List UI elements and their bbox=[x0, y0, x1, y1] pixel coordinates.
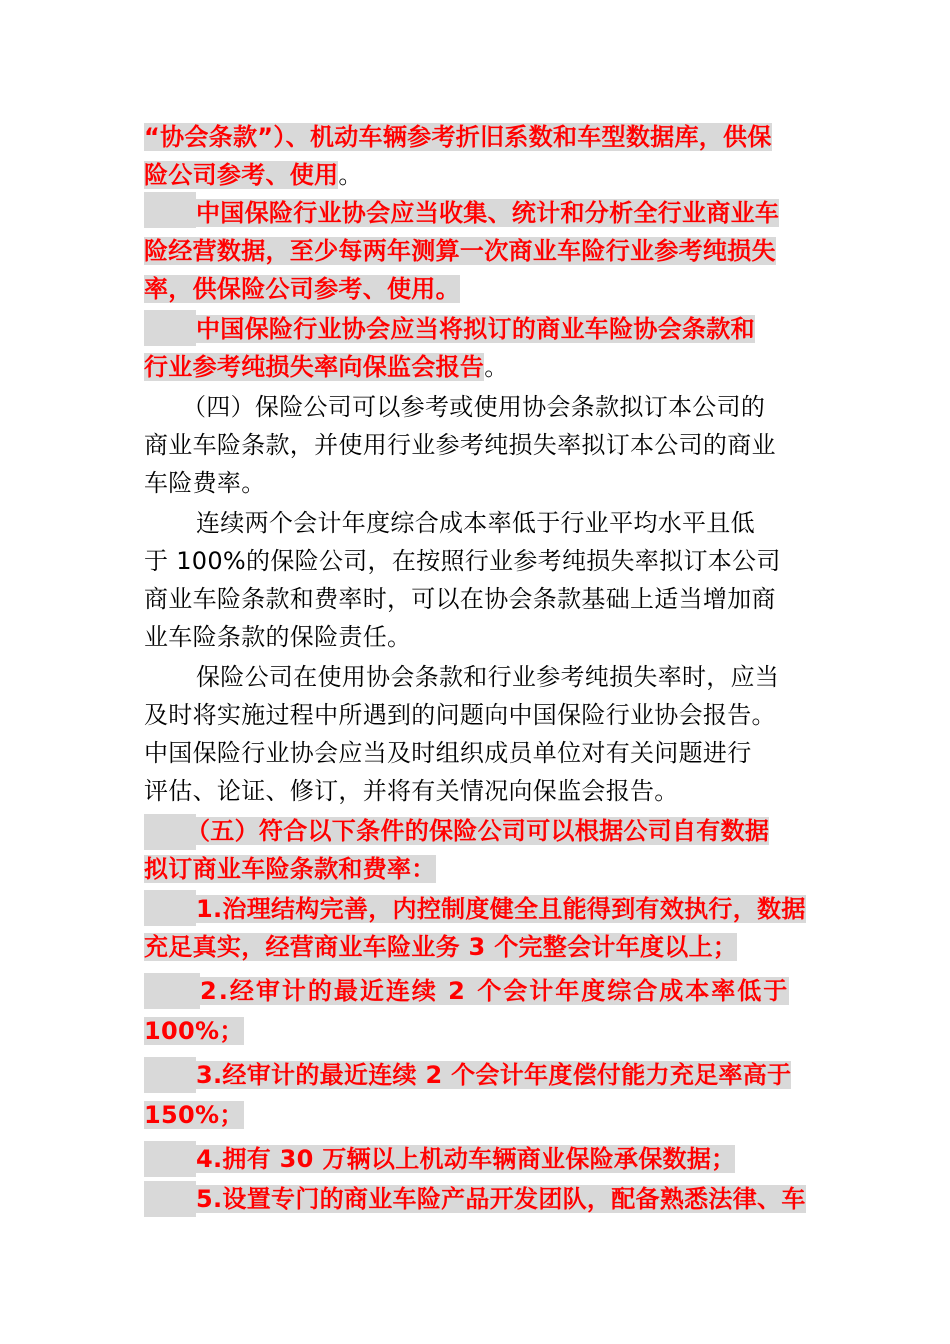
paragraph-line: 率，供保险公司参考、使用。 bbox=[144, 275, 460, 303]
paragraph-line: 评估、论证、修订，并将有关情况向保监会报告。 bbox=[144, 777, 679, 805]
paragraph-line: 中国保险行业协会应当收集、统计和分析全行业商业车 bbox=[196, 199, 780, 227]
paragraph-line: （五）符合以下条件的保险公司可以根据公司自有数据 bbox=[186, 817, 770, 845]
paragraph-line: 险经营数据，至少每两年测算一次商业车险行业参考纯损失 bbox=[144, 237, 776, 265]
paragraph-line: 中国保险行业协会应当及时组织成员单位对有关问题进行 bbox=[144, 739, 752, 767]
paragraph-line: 2.经审计的最近连续 2 个会计年度综合成本率低于 bbox=[200, 977, 790, 1005]
paragraph-line: 连续两个会计年度综合成本率低于行业平均水平且低 bbox=[196, 509, 755, 537]
paragraph-line: 4.拥有 30 万辆以上机动车辆商业保险承保数据； bbox=[196, 1145, 736, 1173]
paragraph-line: 及时将实施过程中所遇到的问题向中国保险行业协会报告。 bbox=[144, 701, 776, 729]
paragraph-line: 5.设置专门的商业车险产品开发团队，配备熟悉法律、车 bbox=[196, 1185, 806, 1213]
paragraph-line: 保险公司在使用协会条款和行业参考纯损失率时，应当 bbox=[196, 663, 780, 691]
paragraph-line: （四）保险公司可以参考或使用协会条款拟订本公司的 bbox=[182, 393, 766, 421]
paragraph-line: 150%； bbox=[144, 1101, 244, 1129]
paragraph-line: 充足真实，经营商业车险业务 3 个完整会计年度以上； bbox=[144, 933, 738, 961]
paragraph-line: 行业参考纯损失率向保监会报告。 bbox=[144, 353, 509, 381]
paragraph-line: 1.治理结构完善，内控制度健全且能得到有效执行，数据 bbox=[196, 895, 806, 923]
paragraph-line: “协会条款”）、机动车辆参考折旧系数和车型数据库，供保 bbox=[144, 123, 772, 151]
paragraph-line: 中国保险行业协会应当将拟订的商业车险协会条款和 bbox=[196, 315, 755, 343]
paragraph-line: 于 100%的保险公司，在按照行业参考纯损失率拟订本公司 bbox=[144, 547, 781, 575]
paragraph-line: 拟订商业车险条款和费率： bbox=[144, 855, 436, 883]
paragraph-line: 商业车险条款，并使用行业参考纯损失率拟订本公司的商业 bbox=[144, 431, 776, 459]
paragraph-line: 车险费率。 bbox=[144, 469, 266, 497]
paragraph-line: 商业车险条款和费率时，可以在协会条款基础上适当增加商 bbox=[144, 585, 776, 613]
paragraph-line: 3.经审计的最近连续 2 个会计年度偿付能力充足率高于 bbox=[196, 1061, 792, 1089]
paragraph-line: 业车险条款的保险责任。 bbox=[144, 623, 412, 651]
paragraph-line: 险公司参考、使用。 bbox=[144, 161, 363, 189]
paragraph-line: 100%； bbox=[144, 1017, 244, 1045]
